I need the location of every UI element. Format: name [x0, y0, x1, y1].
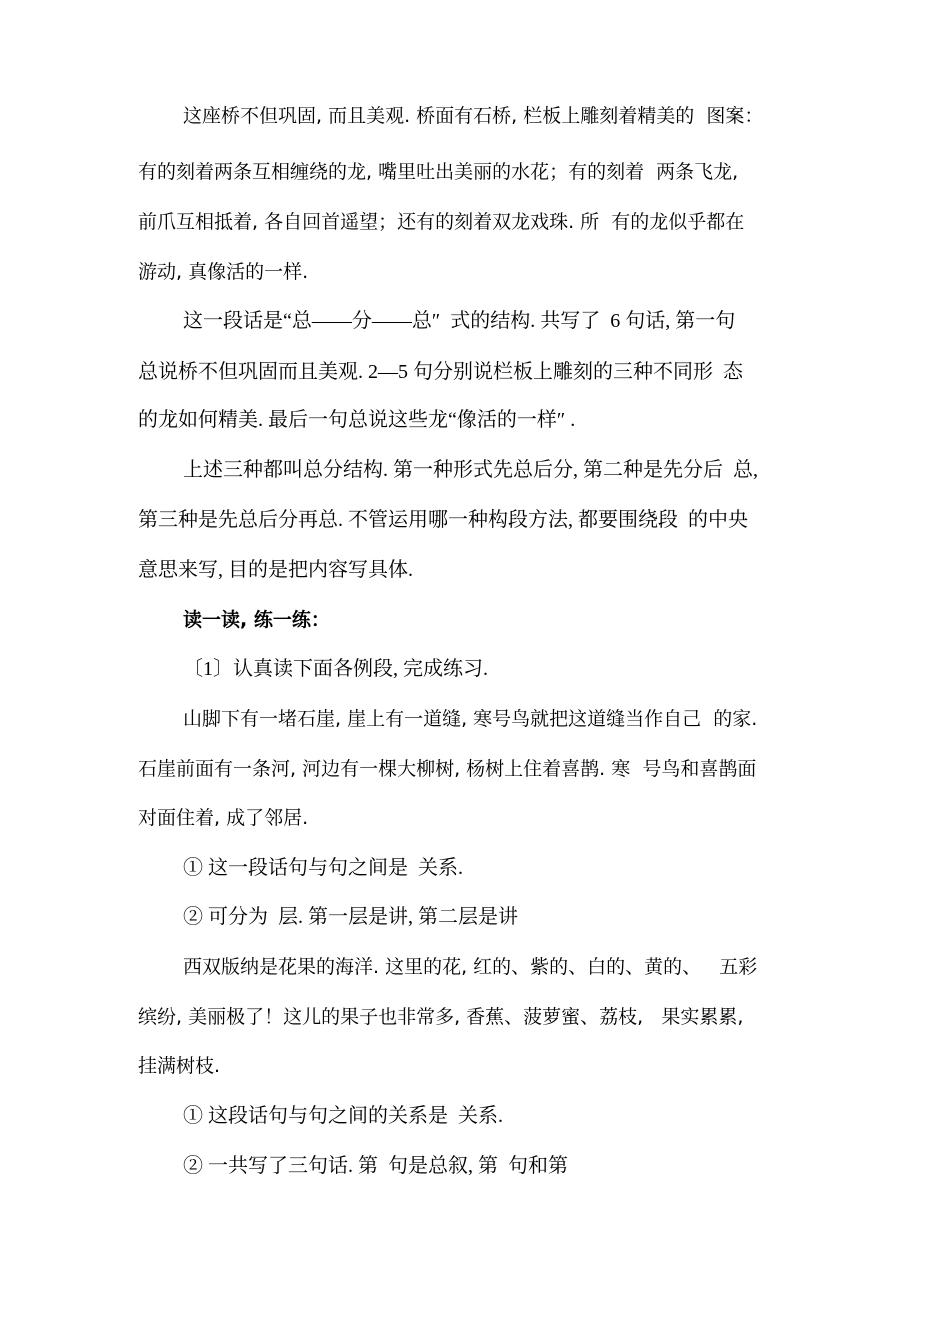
example-2-line-3: 挂满树枝. — [138, 1055, 221, 1077]
paragraph-3-line-1: 上述三种都叫总分结构. 第一种形式先总后分, 第二种是先分后 总, — [183, 459, 758, 481]
paragraph-3-line-3: 意思来写, 目的是把内容写具体. — [138, 559, 413, 581]
example-1-question-1: ① 这一段话句与句之间是 关系. — [183, 857, 463, 879]
example-2-question-1: ① 这段话句与句之间的关系是 关系. — [183, 1105, 503, 1127]
example-1-line-2: 石崖前面有一条河, 河边有一棵大柳树, 杨树上住着喜鹊. 寒 号鸟和喜鹊面 — [138, 758, 757, 780]
paragraph-1-line-1: 这座桥不但巩固, 而且美观. 桥面有石桥, 栏板上雕刻着精美的 图案： — [183, 105, 764, 127]
paragraph-1-line-3: 前爪互相抵着, 各自回首遥望；还有的刻着双龙戏珠. 所 有的龙似乎都在 — [138, 211, 745, 233]
example-1-line-3: 对面住着, 成了邻居. — [138, 807, 309, 829]
example-1-question-2: ② 可分为 层. 第一层是讲, 第二层是讲 — [183, 906, 518, 928]
example-2-question-2: ② 一共写了三句话. 第 句是总叙, 第 句和第 — [183, 1155, 568, 1177]
example-1-line-1: 山脚下有一堵石崖, 崖上有一道缝, 寒号鸟就把这道缝当作自己 的家. — [183, 708, 758, 730]
paragraph-2-line-1: 这一段话是“总——分——总″ 式的结构. 共写了 6 句话, 第一句 — [183, 310, 736, 332]
example-2-line-1: 西双版纳是花果的海洋. 这里的花, 红的、紫的、白的、黄的、 五彩 — [183, 956, 758, 978]
paragraph-3-line-2: 第三种是先总后分再总. 不管运用哪一种构段方法, 都要围绕段 的中央 — [138, 509, 748, 531]
exercise-instruction: 〔1〕认真读下面各例段, 完成练习. — [183, 658, 488, 680]
paragraph-1-line-2: 有的刻着两条互相缠绕的龙, 嘴里吐出美丽的水花；有的刻着 两条飞龙, — [138, 161, 739, 183]
paragraph-1-line-4: 游动, 真像活的一样. — [138, 261, 309, 283]
paragraph-2-line-3: 的龙如何精美. 最后一句总说这些龙“像活的一样″ . — [138, 409, 576, 431]
paragraph-2-line-2: 总说桥不但巩固而且美观. 2—5 句分别说栏板上雕刻的三种不同形 态 — [138, 361, 743, 383]
example-2-line-2: 缤纷, 美丽极了！这儿的果子也非常多, 香蕉、菠萝蜜、荔枝, 果实累累, — [138, 1006, 744, 1028]
exercise-heading: 读一读, 练一练： — [183, 609, 330, 631]
